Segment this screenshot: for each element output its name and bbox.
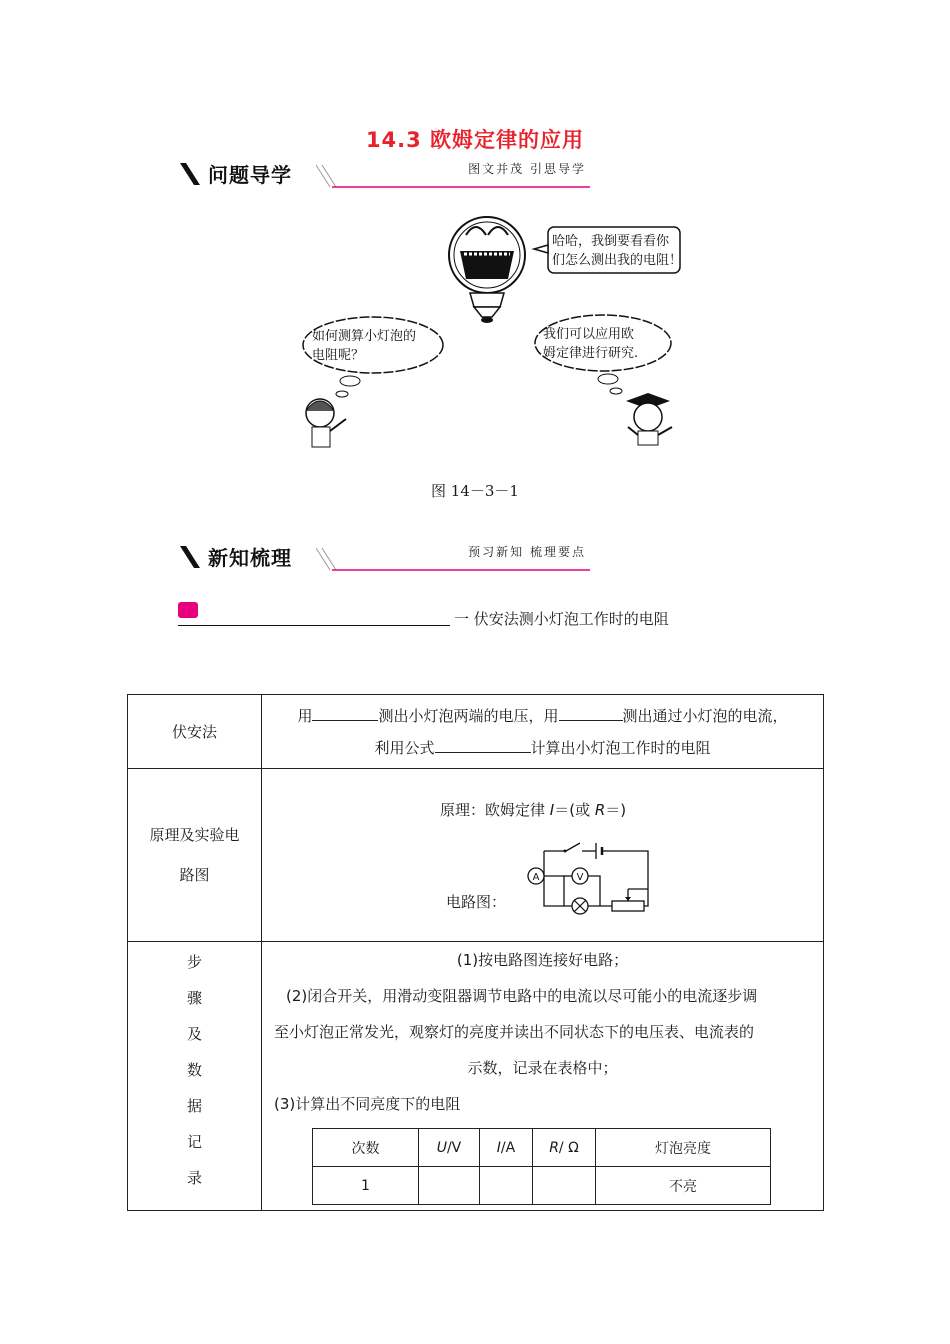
thought-line: 如何测算小灯泡的 xyxy=(312,329,417,344)
text: 原理：欧姆定律 xyxy=(440,801,550,819)
step-2-line: (2)闭合开关，用滑动变阻器调节电路中的电流以尽可能小的电流逐步调 xyxy=(286,987,758,1005)
boy-thought xyxy=(543,325,638,363)
fill-blank[interactable] xyxy=(435,736,531,753)
header-cell: 灯泡亮度 xyxy=(596,1129,771,1167)
head-line: 路图 xyxy=(179,866,210,884)
data-cell[interactable] xyxy=(419,1167,480,1205)
topic-title: 一 伏安法测小灯泡工作时的电阻 xyxy=(454,610,669,628)
symbol: I xyxy=(549,801,555,819)
row-head xyxy=(128,769,262,942)
text: 用 xyxy=(297,706,313,725)
method-table xyxy=(127,694,824,1211)
inner-header-row xyxy=(313,1129,771,1167)
thought-line: 电阻呢？ xyxy=(312,348,365,363)
circuit-label: 电路图： xyxy=(446,893,507,911)
section-header-knowledge xyxy=(178,540,590,574)
fill-blank[interactable] xyxy=(312,704,378,721)
bulb-speech xyxy=(552,232,682,270)
section-label: 新知梳理 xyxy=(208,546,292,570)
symbol: U xyxy=(436,1139,447,1156)
row-head: 伏安法 xyxy=(128,695,262,769)
unit: /A xyxy=(500,1139,516,1156)
content-line xyxy=(262,730,823,766)
switch-icon xyxy=(566,843,580,851)
page-title: 14.3 欧姆定律的应用 xyxy=(365,128,585,152)
data-cell[interactable] xyxy=(533,1167,596,1205)
symbol: R xyxy=(549,1139,559,1156)
row-content xyxy=(262,942,824,1211)
principle-text xyxy=(440,799,626,820)
unit: /V xyxy=(446,1139,462,1156)
header-cell xyxy=(419,1129,480,1167)
step-3: (3)计算出不同亮度下的电阻 xyxy=(274,1095,461,1113)
thought-line: 我们可以应用欧 xyxy=(543,327,635,342)
circuit-diagram xyxy=(524,831,654,917)
data-cell[interactable] xyxy=(480,1167,533,1205)
thought-line: 姆定律进行研究. xyxy=(543,346,639,361)
table-row xyxy=(128,942,824,1211)
header-cell xyxy=(480,1129,533,1167)
data-cell: 1 xyxy=(313,1167,419,1205)
inner-data-row xyxy=(313,1167,771,1205)
slash-icon xyxy=(178,161,202,187)
section-subtitle: 预习新知 梳理要点 xyxy=(468,545,586,559)
head-char: 及 xyxy=(186,1025,202,1043)
header-cell xyxy=(533,1129,596,1167)
step-2-line: 示数，记录在表格中； xyxy=(467,1059,618,1077)
section-label: 问题导学 xyxy=(208,163,292,187)
girl-figure xyxy=(306,399,346,447)
bulb-character xyxy=(449,217,525,323)
speech-line: 们怎么测出我的电阻！ xyxy=(552,253,683,268)
topic-underline xyxy=(178,625,450,626)
voltmeter-label: V xyxy=(576,872,584,883)
head-char: 数 xyxy=(186,1061,202,1079)
girl-thought xyxy=(312,327,416,365)
ammeter-label: A xyxy=(532,872,540,883)
boy-figure xyxy=(626,393,672,445)
step-1: (1)按电路图连接好电路； xyxy=(456,951,629,969)
row-content xyxy=(262,769,824,942)
speech-line: 哈哈，我倒要看看你 xyxy=(552,234,670,249)
head-char: 步 xyxy=(186,953,202,971)
head-line: 原理及实验电 xyxy=(149,826,240,844)
head-char: 记 xyxy=(186,1133,202,1151)
symbol: R xyxy=(594,801,606,819)
symbol: I xyxy=(496,1139,501,1156)
header-cell: 次数 xyxy=(313,1129,419,1167)
figure-caption: 图 14－3－1 xyxy=(431,482,519,500)
head-char: 据 xyxy=(186,1097,202,1115)
data-record-table xyxy=(312,1128,771,1205)
text: 测出小灯泡两端的电压，用 xyxy=(378,706,559,725)
topic-tag xyxy=(178,602,198,618)
unit: / Ω xyxy=(558,1139,579,1156)
text: 利用公式 xyxy=(374,738,435,757)
slash-icon xyxy=(178,544,202,570)
head-char: 录 xyxy=(186,1169,202,1187)
row-head xyxy=(128,942,262,1211)
text: 测出通过小灯泡的电流， xyxy=(622,706,788,725)
text: ＝(或 xyxy=(554,801,595,819)
text: ＝) xyxy=(605,801,627,819)
text: 计算出小灯泡工作时的电阻 xyxy=(530,738,711,757)
head-char: 骤 xyxy=(186,989,202,1007)
data-cell: 不亮 xyxy=(596,1167,771,1205)
table-row xyxy=(128,695,824,769)
content-line xyxy=(262,698,823,734)
section-subtitle: 图文并茂 引思导学 xyxy=(468,162,586,176)
fill-blank[interactable] xyxy=(559,704,623,721)
rheostat-icon xyxy=(612,901,644,911)
row-content xyxy=(262,695,824,769)
table-row xyxy=(128,769,824,942)
step-2-line: 至小灯泡正常发光，观察灯的亮度并读出不同状态下的电压表、电流表的 xyxy=(274,1023,755,1041)
section-header-problem xyxy=(178,157,590,191)
